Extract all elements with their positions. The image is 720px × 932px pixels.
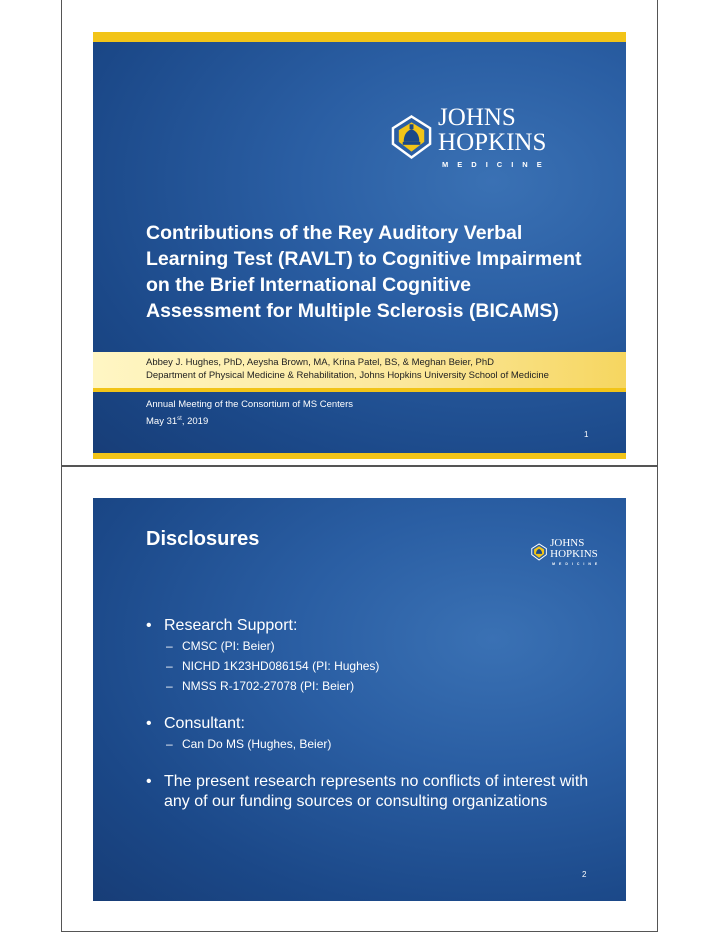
list-item: – Can Do MS (Hughes, Beier): [166, 737, 332, 751]
slide-title: Disclosures: [146, 528, 260, 550]
slide-1: [93, 32, 626, 459]
johns-hopkins-logo: [391, 105, 626, 169]
bullet-no-conflicts: • The present research represents no conflicts of interest with any of our funding sources or consulting organizations: [146, 773, 589, 810]
meeting-date: May 31st, 2019: [146, 416, 209, 428]
presentation-title: Contributions of the Rey Auditory Verbal Learning Test (RAVLT) to Cognitive Impairment on the Brief International Cognitive Assessment for Multiple Sclerosis (BICAMS): [146, 222, 582, 322]
johns-hopkins-logo-small: [531, 538, 626, 567]
page-number: 2: [582, 870, 587, 879]
list-item: – NICHD 1K23HD086154 (PI: Hughes): [166, 659, 380, 673]
logo-wordmark: JOHNS HOPKINS: [550, 537, 598, 560]
list-item: – CMSC (PI: Beier): [166, 639, 275, 653]
logo-wordmark: JOHNS HOPKINS: [438, 104, 547, 156]
page-number: 1: [584, 430, 589, 439]
meeting-name: Annual Meeting of the Consortium of MS Centers: [146, 399, 353, 410]
shield-dome-icon: [391, 114, 432, 160]
bullet-research-support: • Research Support:: [146, 617, 298, 634]
disclosures-content: [146, 616, 616, 812]
author-list: Abbey J. Hughes, PhD, Aeysha Brown, MA, Krina Patel, BS, & Meghan Beier, PhD: [146, 357, 494, 368]
affiliation: Department of Physical Medicine & Rehabilitation, Johns Hopkins University School of Medicine: [146, 370, 549, 381]
logo-subtitle: MEDICINE: [442, 160, 551, 169]
top-gold-bar: [93, 32, 626, 42]
bullet-consultant: • Consultant:: [146, 715, 245, 732]
authors-gold-bar: [93, 388, 626, 392]
shield-dome-icon: [531, 542, 547, 562]
authors-block: [146, 356, 549, 382]
bottom-gold-bar: [93, 453, 626, 459]
list-item: – NMSS R-1702-27078 (PI: Beier): [166, 679, 355, 693]
logo-subtitle: MEDICINE: [552, 562, 602, 566]
slide-2: [93, 498, 626, 901]
meeting-info: [146, 398, 353, 429]
